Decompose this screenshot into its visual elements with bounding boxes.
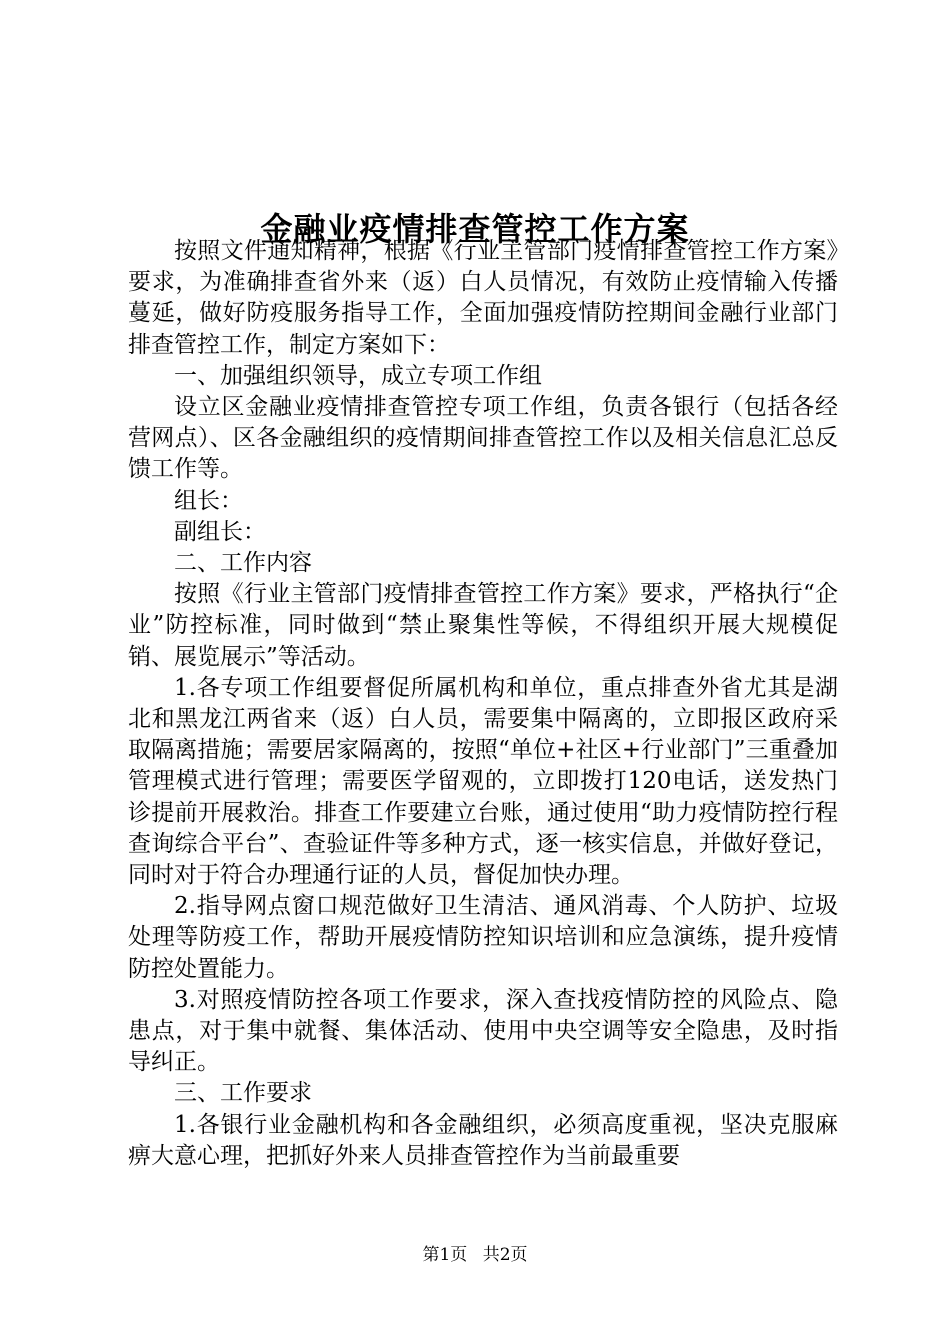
document-title: 金融业疫情排查管控工作方案 [260,210,690,249]
paragraph-intro: 按照文件通知精神，根据《行业主管部门疫情排查管控工作方案》要求，为准确排查省外来（返）白人员情况，有效防止疫情输入传播蔓延，做好防疫服务指导工作，全面加强疫情防控期间金融行业部门排查管控工作，制定方案如下： [128,238,838,358]
page-number: 第1页 [422,1245,468,1265]
group-leader-line: 组长： [174,487,243,514]
section-heading-1: 一、加强组织领导，成立专项工作组 [174,362,542,389]
document-body [128,236,838,1172]
paragraph-work-content: 按照《行业主管部门疫情排查管控工作方案》要求，严格执行“企业”防控标准，同时做到“禁止聚集性等候，不得组织开展大规模促销、展览展示”等活动。 [128,581,838,670]
work-item-2: 2.指导网点窗口规范做好卫生清洁、通风消毒、个人防护、垃圾处理等防疫工作，帮助开展疫情防控知识培训和应急演练，提升疫情防控处置能力。 [128,893,838,982]
page-total: 共2页 [482,1245,528,1265]
section-heading-3: 三、工作要求 [174,1080,312,1107]
deputy-leader-line: 副组长： [174,518,266,545]
paragraph-workgroup: 设立区金融业疫情排查管控专项工作组，负责各银行（包括各经营网点）、区各金融组织的疫情期间排查管控工作以及相关信息汇总反馈工作等。 [128,394,838,483]
work-item-1: 1.各专项工作组要督促所属机构和单位，重点排查外省尤其是湖北和黑龙江两省来（返）白人员，需要集中隔离的，立即报区政府采取隔离措施；需要居家隔离的，按照“单位+社区+行业部门”三重叠加管理模式进行管理；需要医学留观的，立即拨打120电话，送发热门诊提前开展救治。排查工作要建立台账，通过使用“助力疫情防控行程查询综合平台”、查验证件等多种方式，逐一核实信息，并做好登记，同时对于符合办理通行证的人员，督促加快办理。 [128,674,838,889]
work-item-3: 3.对照疫情防控各项工作要求，深入查找疫情防控的风险点、隐患点，对于集中就餐、集体活动、使用中央空调等安全隐患，及时指导纠正。 [128,986,838,1076]
requirement-item-1: 1.各银行业金融机构和各金融组织，必须高度重视，坚决克服麻痹大意心理，把抓好外来人员排查管控作为当前最重要 [128,1111,838,1169]
page-footer [0,1244,950,1266]
section-heading-2: 二、工作内容 [174,550,312,577]
